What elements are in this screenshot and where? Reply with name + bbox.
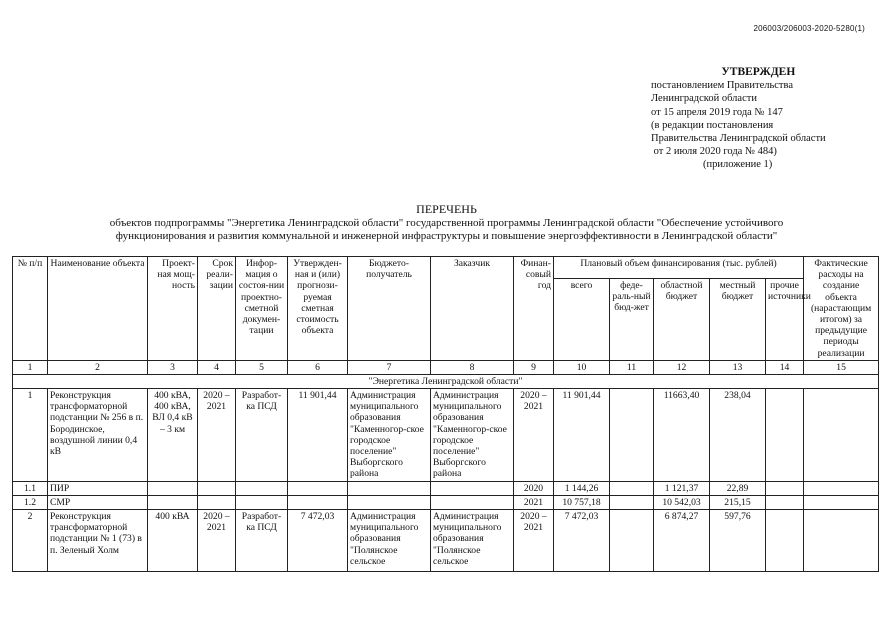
header-actual: Фактические расходы на создание объекта (нарастающим итогом) за предыдущие периоды реализации [804, 257, 879, 361]
approval-line: постановлением Правительства [651, 80, 794, 92]
header-num: № п/п [13, 257, 48, 361]
cell-term [198, 481, 236, 495]
column-number: 4 [198, 360, 236, 374]
cell-recipient [348, 481, 431, 495]
cell-other [766, 510, 804, 572]
column-number: 2 [48, 360, 148, 374]
cell-actual [804, 389, 879, 482]
header-fin-year: Финан-совый год [514, 257, 554, 361]
cell-customer [431, 481, 514, 495]
cell-federal [610, 495, 654, 509]
column-number: 5 [236, 360, 288, 374]
cell-actual [804, 481, 879, 495]
cell-fin-year: 2021 [514, 495, 554, 509]
header-info: Инфор-мация о состоя-нии проектно-сметной докумен-тации [236, 257, 288, 361]
cell-capacity [148, 495, 198, 509]
cell-info [236, 495, 288, 509]
table-row [13, 495, 879, 509]
approval-line: Ленинградской области [651, 93, 757, 105]
column-number: 12 [654, 360, 710, 374]
cell-fin-year: 2020 – 2021 [514, 389, 554, 482]
cell-capacity: 400 кВА [148, 510, 198, 572]
column-number: 3 [148, 360, 198, 374]
approval-line: (приложение 1) [703, 159, 773, 171]
header-local: местный бюджет [710, 278, 766, 360]
document-number: 206003/206003-2020-5280(1) [753, 24, 865, 33]
approval-line: от 15 апреля 2019 года № 147 [651, 106, 783, 118]
header-name: Наименование объекта [48, 257, 148, 361]
cell-fin-year: 2020 [514, 481, 554, 495]
cell-approved-cost [288, 481, 348, 495]
cell-num: 1.2 [13, 495, 48, 509]
table-row [13, 481, 879, 495]
cell-name: СМР [48, 495, 148, 509]
approval-line: от 2 июля 2020 года № 484) [651, 146, 777, 158]
header-other: прочие источники [766, 278, 804, 360]
cell-term: 2020 – 2021 [198, 510, 236, 572]
cell-recipient: Администрация муниципального образования "Каменногор-ское городское поселение" Выборгского района [348, 389, 431, 482]
cell-recipient [348, 495, 431, 509]
approval-line: (в редакции постановления [651, 119, 774, 131]
cell-regional: 11663,40 [654, 389, 710, 482]
header-planned: Плановый объем финансирования (тыс. рублей) [554, 257, 804, 279]
cell-num: 1.1 [13, 481, 48, 495]
column-number: 14 [766, 360, 804, 374]
cell-total: 11 901,44 [554, 389, 610, 482]
column-number: 1 [13, 360, 48, 374]
cell-federal [610, 481, 654, 495]
cell-info [236, 481, 288, 495]
header-row [13, 257, 879, 279]
column-number: 11 [610, 360, 654, 374]
cell-total: 1 144,26 [554, 481, 610, 495]
column-number: 15 [804, 360, 879, 374]
table-row [13, 510, 879, 572]
header-recipient: Бюджето-получатель [348, 257, 431, 361]
cell-num: 2 [13, 510, 48, 572]
column-number: 9 [514, 360, 554, 374]
header-term: Срок реали-зации [198, 257, 236, 361]
cell-capacity [148, 481, 198, 495]
header-federal: феде-раль-ный бюд-жет [610, 278, 654, 360]
cell-local: 597,76 [710, 510, 766, 572]
approval-stamp [651, 66, 826, 172]
cell-federal [610, 510, 654, 572]
column-number: 10 [554, 360, 610, 374]
cell-num: 1 [13, 389, 48, 482]
cell-regional: 6 874,27 [654, 510, 710, 572]
cell-name: ПИР [48, 481, 148, 495]
cell-total: 7 472,03 [554, 510, 610, 572]
cell-federal [610, 389, 654, 482]
column-number: 6 [288, 360, 348, 374]
cell-approved-cost [288, 495, 348, 509]
header-approved-cost: Утвержден-ная и (или) прогнози-руемая сметная стоимость объекта [288, 257, 348, 361]
header-total: всего [554, 278, 610, 360]
cell-customer: Администрация муниципального образования "Полянское сельское [431, 510, 514, 572]
cell-regional: 1 121,37 [654, 481, 710, 495]
cell-other [766, 495, 804, 509]
header-capacity: Проект-ная мощ-ность [148, 257, 198, 361]
cell-actual [804, 510, 879, 572]
cell-other [766, 389, 804, 482]
cell-actual [804, 495, 879, 509]
cell-capacity: 400 кВА, 400 кВА, ВЛ 0,4 кВ – 3 км [148, 389, 198, 482]
approval-line: Правительства Ленинградской области [651, 133, 826, 145]
header-regional: областной бюджет [654, 278, 710, 360]
cell-other [766, 481, 804, 495]
document-heading [0, 203, 893, 244]
heading-line: объектов подпрограммы "Энергетика Ленинградской области" государственной программы Ленинградской области "Обеспечение устойчивого [109, 216, 784, 229]
cell-local: 22,89 [710, 481, 766, 495]
cell-customer [431, 495, 514, 509]
cell-approved-cost: 11 901,44 [288, 389, 348, 482]
cell-local: 215,15 [710, 495, 766, 509]
approval-title: УТВЕРЖДЕН [721, 66, 796, 78]
header-customer: Заказчик [431, 257, 514, 361]
cell-fin-year: 2020 – 2021 [514, 510, 554, 572]
heading-title: ПЕРЕЧЕНЬ [416, 202, 477, 216]
objects-table [12, 256, 879, 572]
heading-line: функционирования и развития коммунальной и инженерной инфраструктуры и повышение энергоэффективности в Ленинградской области" [115, 230, 778, 242]
column-number: 8 [431, 360, 514, 374]
section-title: "Энергетика Ленинградской области" [13, 374, 879, 388]
column-number: 13 [710, 360, 766, 374]
column-numbers-row [13, 360, 879, 374]
cell-term [198, 495, 236, 509]
cell-local: 238,04 [710, 389, 766, 482]
table-row [13, 389, 879, 482]
cell-total: 10 757,18 [554, 495, 610, 509]
cell-info: Разработ-ка ПСД [236, 389, 288, 482]
section-row [13, 374, 879, 388]
cell-name: Реконструкция трансформаторной подстанции № 1 (73) в п. Зеленый Холм [48, 510, 148, 572]
cell-approved-cost: 7 472,03 [288, 510, 348, 572]
column-number: 7 [348, 360, 431, 374]
cell-customer: Администрация муниципального образования "Каменногор-ское городское поселение" Выборгского района [431, 389, 514, 482]
cell-name: Реконструкция трансформаторной подстанции № 256 в п. Бородинское, воздушной линии 0,4 кВ [48, 389, 148, 482]
cell-regional: 10 542,03 [654, 495, 710, 509]
cell-term: 2020 – 2021 [198, 389, 236, 482]
cell-recipient: Администрация муниципального образования "Полянское сельское [348, 510, 431, 572]
cell-info: Разработ-ка ПСД [236, 510, 288, 572]
